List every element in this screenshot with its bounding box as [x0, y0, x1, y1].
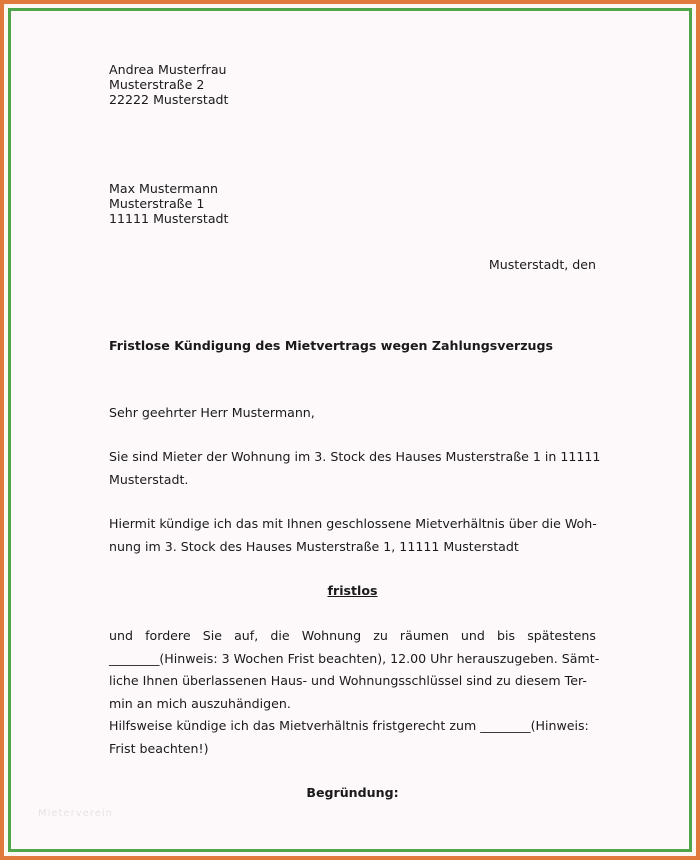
paragraph-termination [109, 513, 596, 558]
watermark: Mieterverein [38, 808, 113, 819]
paragraph3-word: zu [373, 628, 388, 643]
paragraph3-line3: liche Ihnen überlassenen Haus- und Wohnungsschlüssel sind zu diesem Ter- [109, 673, 587, 688]
sender-street: Musterstraße 2 [109, 77, 205, 92]
recipient-name: Max Mustermann [109, 181, 219, 196]
paragraph-demand [109, 625, 600, 760]
recipient-street: Musterstraße 1 [109, 196, 205, 211]
paragraph3-word: spätestens [527, 628, 596, 643]
salutation: Sehr geehrter Herr Mustermann, [109, 405, 315, 420]
subject-line: Fristlose Kündigung des Mietvertrags wegen Zahlungsverzugs [109, 338, 554, 353]
recipient-address [109, 181, 596, 226]
paragraph3-word: bis [497, 628, 516, 643]
paragraph3-line2: ________(Hinweis: 3 Wochen Frist beachten), 12.00 Uhr herauszugeben. Sämt- [109, 650, 600, 666]
paragraph2-line1: Hiermit kündige ich das mit Ihnen geschlossene Mietverhältnis über die Woh- [109, 516, 597, 531]
paragraph3-word: Wohnung [301, 628, 362, 643]
paragraph3-word: fordere [145, 628, 191, 643]
paragraph2-line2: nung im 3. Stock des Hauses Musterstraße 1, 11111 Musterstadt [109, 538, 519, 554]
place-date: Musterstadt, den [488, 257, 596, 272]
paragraph3-word: Sie [202, 628, 222, 643]
sender-name: Andrea Musterfrau [109, 62, 227, 77]
paragraph3-word: die [270, 628, 290, 643]
paragraph3-word: räumen [399, 628, 449, 643]
paragraph3-word: und [460, 628, 485, 643]
paragraph3-line5: Hilfsweise kündige ich das Mietverhältnis fristgerecht zum ________(Hinweis: [109, 718, 589, 733]
paragraph1-line1: Sie sind Mieter der Wohnung im 3. Stock des Hauses Musterstraße 1 in 11111 [109, 449, 601, 464]
reason-heading: Begründung: [306, 785, 399, 800]
paragraph3-line6: Frist beachten!) [109, 740, 209, 756]
paragraph3-word: auf, [234, 628, 259, 643]
emphasis-fristlos: fristlos [327, 583, 378, 598]
paragraph3-line1 [109, 625, 596, 648]
paragraph1-line2: Musterstadt. [109, 471, 189, 487]
paragraph3-line4: min an mich auszuhändigen. [109, 695, 291, 711]
sender-address [109, 62, 596, 107]
paragraph-tenant-info [109, 446, 601, 491]
paragraph3-word: und [109, 628, 133, 643]
sender-city: 22222 Musterstadt [109, 92, 229, 107]
recipient-city: 11111 Musterstadt [109, 211, 229, 226]
